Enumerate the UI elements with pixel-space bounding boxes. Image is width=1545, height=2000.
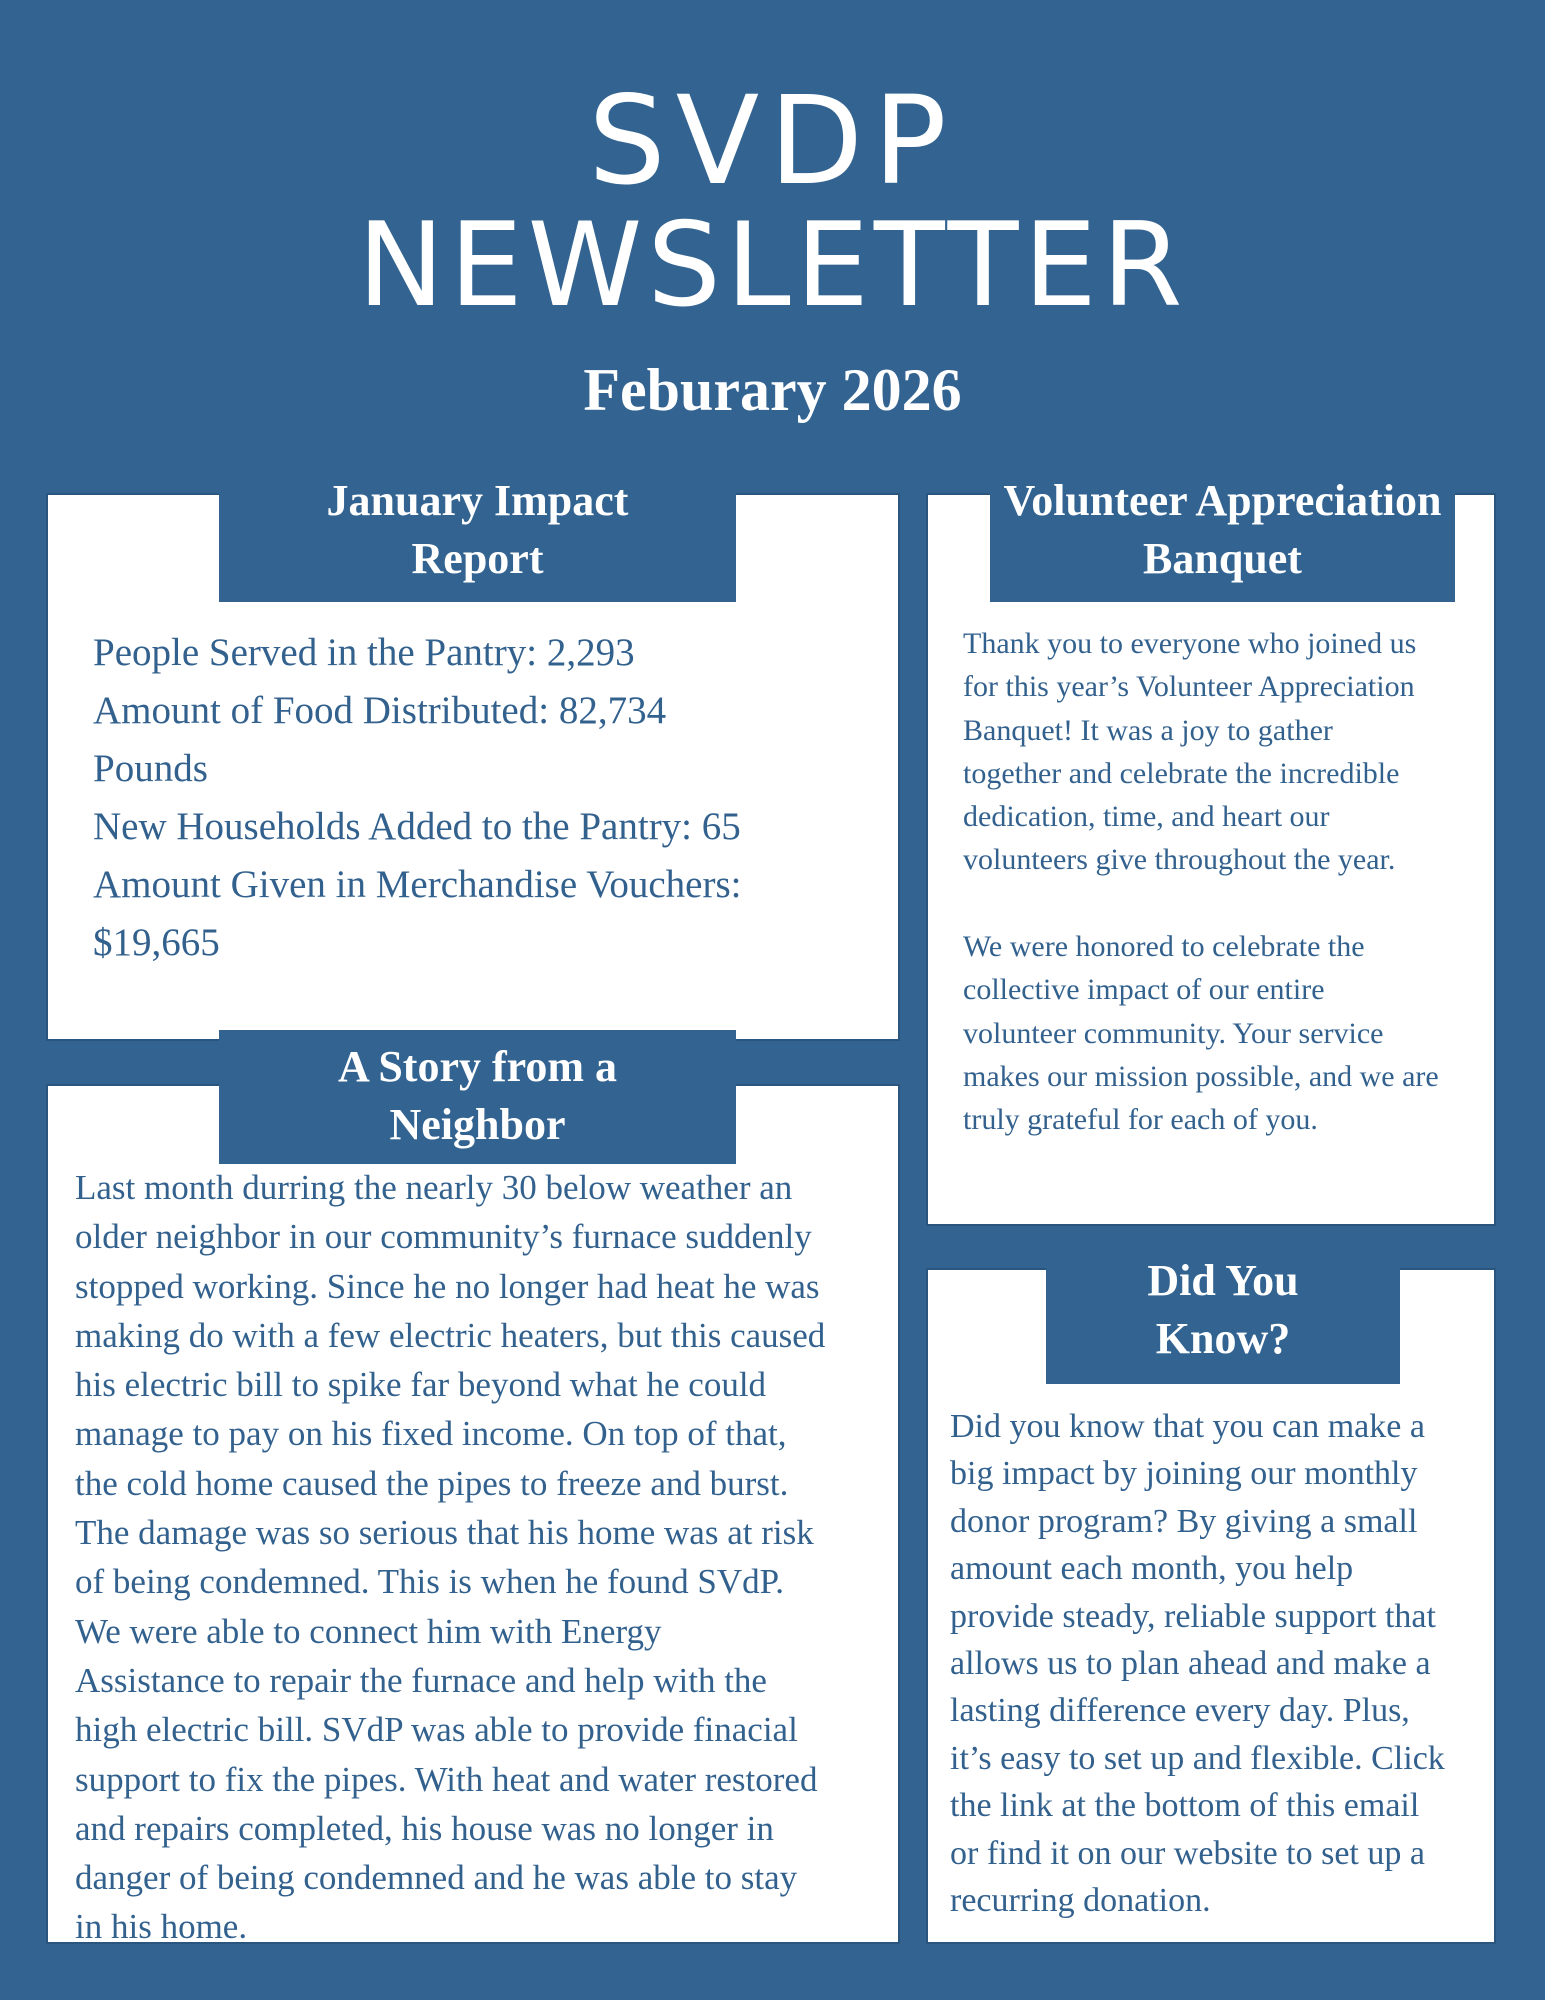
did-you-know-line: allows us to plan ahead and make a <box>950 1645 1431 1683</box>
banquet-line: We were honored to celebrate the <box>963 930 1365 964</box>
did-you-know-heading <box>1046 1248 1400 1384</box>
banquet-line: collective impact of our entire <box>963 973 1325 1007</box>
stat-line: People Served in the Pantry: 2,293 <box>93 631 635 674</box>
banquet-body <box>963 622 1493 1142</box>
story-line: support to fix the pipes. With heat and water restored <box>75 1759 818 1799</box>
stat-line: $19,665 <box>93 921 220 964</box>
did-you-know-body <box>950 1403 1495 1924</box>
story-heading <box>219 1030 736 1164</box>
did-you-know-line: Did you know that you can make a <box>950 1408 1425 1445</box>
story-line: manage to pay on his fixed income. On top of that, <box>75 1414 787 1454</box>
story-line: his electric bill to spike far beyond what he could <box>75 1365 767 1405</box>
story-line: danger of being condemned and he was able to stay <box>75 1858 798 1898</box>
banquet-line: volunteers give throughout the year. <box>963 843 1396 877</box>
story-heading-line2: Neighbor <box>389 1100 566 1149</box>
newsletter-title-line1: SVDP <box>588 70 957 212</box>
story-line: and repairs completed, his house was no longer in <box>75 1808 774 1848</box>
stat-line: Amount of Food Distributed: 82,734 <box>93 689 667 732</box>
story-heading-line1: A Story from a <box>337 1042 618 1091</box>
did-you-know-line: it’s easy to set up and flexible. Click <box>950 1739 1445 1777</box>
did-you-know-heading-line2: Know? <box>1155 1314 1291 1363</box>
banquet-heading-line2: Banquet <box>1143 534 1302 583</box>
story-line: making do with a few electric heaters, but this caused <box>75 1315 826 1355</box>
stat-line: New Households Added to the Pantry: 65 <box>93 805 741 848</box>
banquet-heading <box>990 468 1455 602</box>
banquet-line: makes our mission possible, and we are <box>963 1059 1439 1093</box>
story-line: We were able to connect him with Energy <box>75 1611 662 1651</box>
newsletter-title-line2: NEWSLETTER <box>357 198 1188 333</box>
impact-report-heading-line2: Report <box>411 534 544 583</box>
impact-report-heading <box>219 468 736 602</box>
impact-report-stats <box>93 624 883 972</box>
story-line: high electric bill. SVdP was able to provide finacial <box>75 1710 798 1750</box>
did-you-know-line: big impact by joining our monthly <box>950 1455 1418 1493</box>
did-you-know-line: donor program? By giving a small <box>950 1502 1418 1540</box>
banquet-line: Thank you to everyone who joined us <box>963 627 1417 660</box>
story-line: stopped working. Since he no longer had heat he was <box>75 1266 820 1306</box>
did-you-know-line: amount each month, you help <box>950 1550 1354 1588</box>
newsletter-issue-date: Feburary 2026 <box>583 357 962 423</box>
did-you-know-line: recurring donation. <box>950 1882 1211 1920</box>
story-line: in his home. <box>75 1907 248 1947</box>
story-line: older neighbor in our community’s furnace suddenly <box>75 1217 812 1257</box>
story-line: the cold home caused the pipes to freeze and burst. <box>75 1463 789 1503</box>
impact-report-heading-line1: January Impact <box>326 476 629 525</box>
did-you-know-line: or find it on our website to set up a <box>950 1834 1425 1872</box>
banquet-line: together and celebrate the incredible <box>963 756 1400 790</box>
paragraph-gap <box>963 882 1493 925</box>
banquet-line: volunteer community. Your service <box>963 1016 1384 1050</box>
did-you-know-line: lasting difference every day. Plus, <box>950 1692 1410 1730</box>
did-you-know-heading-line1: Did You <box>1147 1256 1299 1305</box>
banquet-line: for this year’s Volunteer Appreciation <box>963 670 1415 704</box>
story-line: Assistance to repair the furnace and help with the <box>75 1660 767 1700</box>
story-body <box>75 1163 895 1952</box>
banquet-line: dedication, time, and heart our <box>963 800 1330 834</box>
story-line: of being condemned. This is when he found SVdP. <box>75 1562 785 1602</box>
did-you-know-line: the link at the bottom of this email <box>950 1787 1420 1825</box>
story-line: Last month durring the nearly 30 below weather an <box>75 1168 793 1207</box>
banquet-line: truly grateful for each of you. <box>963 1103 1318 1137</box>
stat-line: Pounds <box>93 747 208 790</box>
stat-line: Amount Given in Merchandise Vouchers: <box>93 863 742 906</box>
banquet-line: Banquet! It was a joy to gather <box>963 713 1333 747</box>
banquet-heading-line1: Volunteer Appreciation <box>1003 476 1442 525</box>
did-you-know-line: provide steady, reliable support that <box>950 1597 1436 1635</box>
story-line: The damage was so serious that his home was at risk <box>75 1513 814 1553</box>
